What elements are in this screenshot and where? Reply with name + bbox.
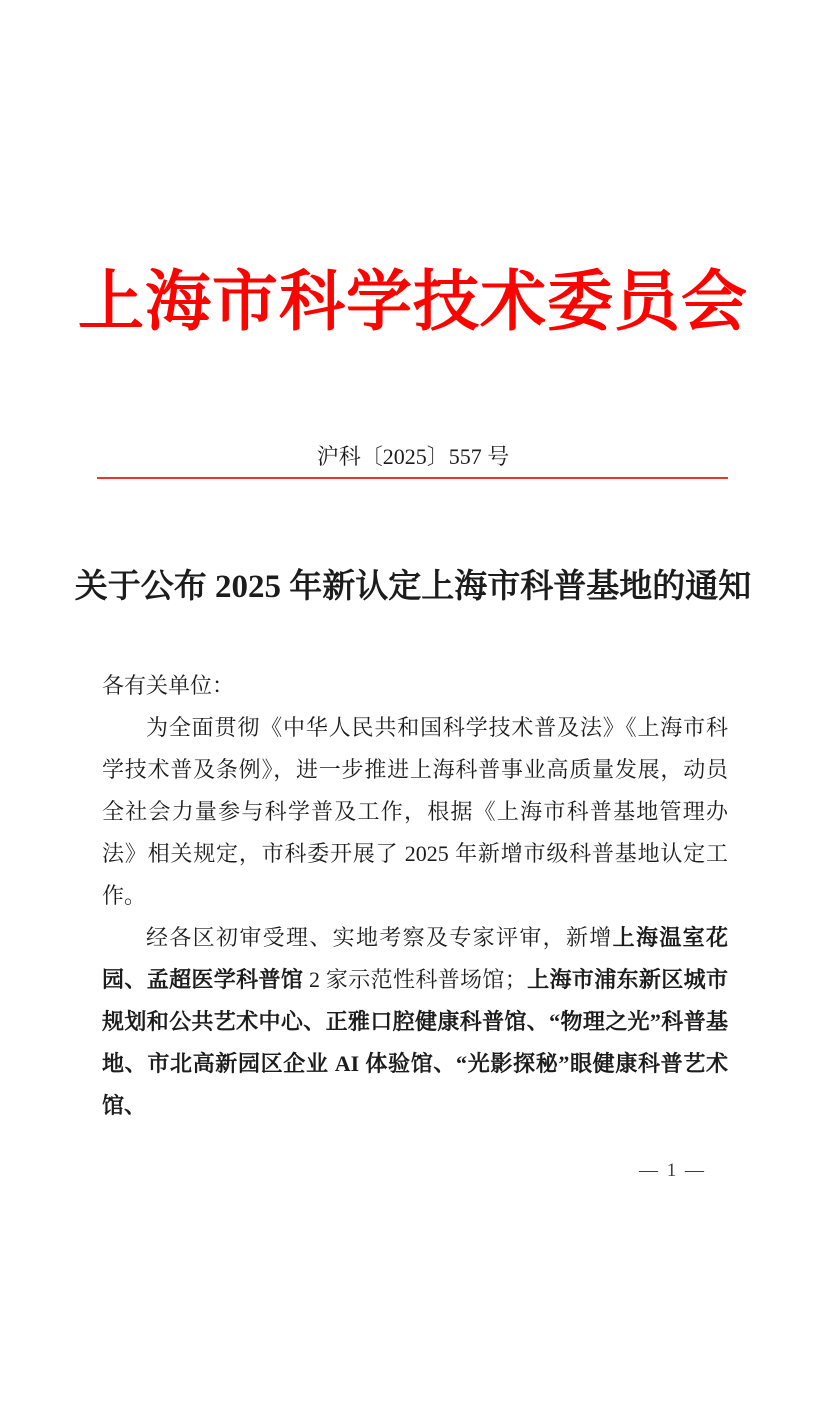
paragraph-overview xyxy=(102,707,728,917)
salutation-line: 各有关单位： xyxy=(102,673,235,698)
red-separator-line xyxy=(97,477,728,479)
paragraph-overview-text: 为全面贯彻《中华人民共和国科学技术普及法》《上海市科学技术普及条例》，进一步推进上海科普事业高质量发展，动员全社会力量参与科学普及工作，根据《上海市科普基地管理办法》相关规定，市科委开展了 2025 年新增市级科普基地认定工作。 xyxy=(102,715,728,908)
new-bases-demo-venues-bold: 上海温室花园、孟超医学科普馆 xyxy=(102,925,728,992)
new-bases-list-bold: 上海市浦东新区城市规划和公共艺术中心、正雅口腔健康科普馆、“物理之光”科普基地、市北高新园区企业 AI 体验馆、“光影探秘”眼健康科普艺术馆、 xyxy=(102,967,728,1118)
new-bases-demo-count-text: 2 家示范性科普场馆； xyxy=(303,967,527,992)
document-number: 沪科〔2025〕557 号 xyxy=(316,444,510,469)
page-footer xyxy=(0,1159,706,1183)
paragraph-new-bases xyxy=(102,917,728,1127)
page-number: — 1 — xyxy=(639,1160,706,1181)
document-body xyxy=(102,665,728,1127)
official-document-page xyxy=(0,257,826,1426)
new-bases-intro-text: 经各区初审受理、实地考察及专家评审，新增 xyxy=(146,925,613,950)
letterhead-agency-name: 上海市科学技术委员会 xyxy=(78,266,748,339)
document-title: 关于公布 2025 年新认定上海市科普基地的通知 xyxy=(74,569,752,605)
